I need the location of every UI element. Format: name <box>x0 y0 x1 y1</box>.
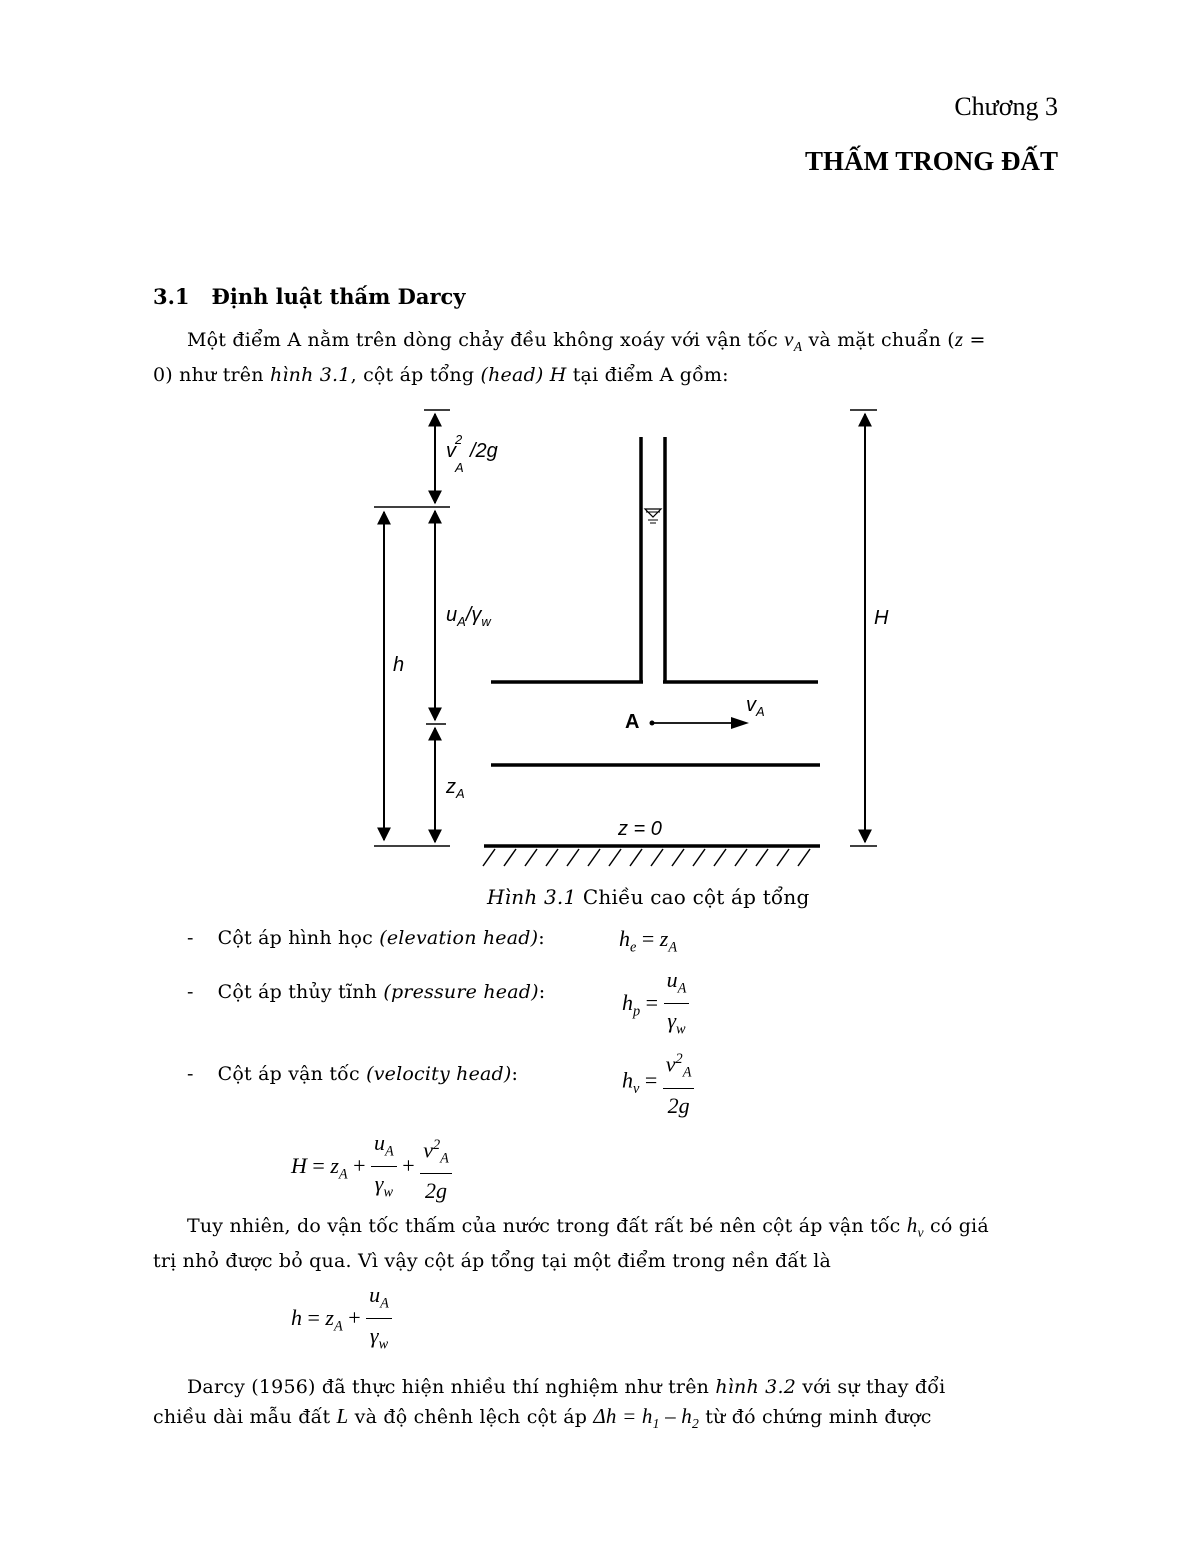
para3-line-2: chiều dài mẫu đất L và độ chênh lệch cột áp $\Delta h = h_1 - h_2$ từ đó chứng minh được <box>153 1404 932 1432</box>
zA-label: $z_A$ <box>446 776 465 801</box>
para3-line-1: Darcy (1956) đã thực hiện nhiều thí nghiệm như trên hình 3.2 với sự thay đổi <box>187 1376 946 1398</box>
section-title: Định luật thấm Darcy <box>211 284 466 309</box>
datum-label: z = 0 <box>618 818 662 840</box>
datum-hatching <box>483 849 810 866</box>
point-A-label: A <box>625 711 640 733</box>
para2-line-2: trị nhỏ được bỏ qua. Vì vậy cột áp tổng tại một điểm trong nền đất là <box>153 1250 832 1273</box>
para2-line-1: Tuy nhiên, do vận tốc thấm của nước trong đất rất bé nên cột áp vận tốc $h_v$ có giá <box>187 1213 989 1241</box>
formula-total-head: $H = z_A$ + $\frac{u_A}{\gamma_w}$ + $\frac{v^2_A}{2g}$ <box>291 1130 452 1206</box>
pressure-head-label: $u_A/\gamma_w$ <box>446 604 491 629</box>
bullet-pressure: - Cột áp thủy tĩnh (pressure head): <box>187 981 546 1003</box>
chapter-label: Chương 3 <box>954 92 1058 121</box>
caption-figure-number: Hình 3.1 <box>487 885 577 909</box>
intro-text-d: 0) như trên <box>153 364 270 387</box>
intro-text-f: tại điểm A gồm: <box>566 364 729 387</box>
h-label: h <box>393 654 405 676</box>
velocity-head-label: v 2 A /2g <box>446 432 498 475</box>
formula-pressure-head: $h_p$ = $\frac{u_A}{\gamma_w}$ <box>622 967 689 1043</box>
intro-text-a: Một điểm A nằm trên dòng chảy đều không xoáy với vận tốc <box>187 329 785 351</box>
caption-text: Chiều cao cột áp tổng <box>576 885 810 909</box>
flow-velocity-label: $v_A$ <box>746 694 765 719</box>
formula-velocity-head: $h_v$ = $\frac{v^2_A}{2g}$ <box>622 1046 694 1119</box>
head-term: (head) H <box>480 364 567 387</box>
paragraph-darcy-experiments <box>153 1373 1058 1438</box>
intro-text-e: , cột áp tổng <box>350 364 481 387</box>
point-A-marker <box>650 721 655 726</box>
z-symbol: z <box>954 327 964 351</box>
H-label: H <box>874 607 889 629</box>
intro-text-c: = <box>963 329 986 351</box>
figure-caption <box>487 885 809 909</box>
water-level-symbol <box>645 509 661 523</box>
formula-simplified-head: $h = z_A$ + $\frac{u_A}{\gamma_w}$ <box>291 1282 392 1358</box>
paragraph-velocity-negligible <box>153 1211 1058 1276</box>
bullet-velocity: - Cột áp vận tốc (velocity head): <box>187 1063 519 1085</box>
velocity-symbol: $v_A$ <box>784 327 803 355</box>
figure-ref: hình 3.1 <box>269 364 351 387</box>
bullet-elevation: - Cột áp hình học (elevation head): <box>187 927 545 949</box>
section-number: 3.1 <box>153 284 190 309</box>
chapter-title: THẤM TRONG ĐẤT <box>804 146 1058 176</box>
formula-elevation-head: $h_e = z_A$ <box>619 926 678 956</box>
intro-text-b: và mặt chuẩn ( <box>802 329 955 351</box>
